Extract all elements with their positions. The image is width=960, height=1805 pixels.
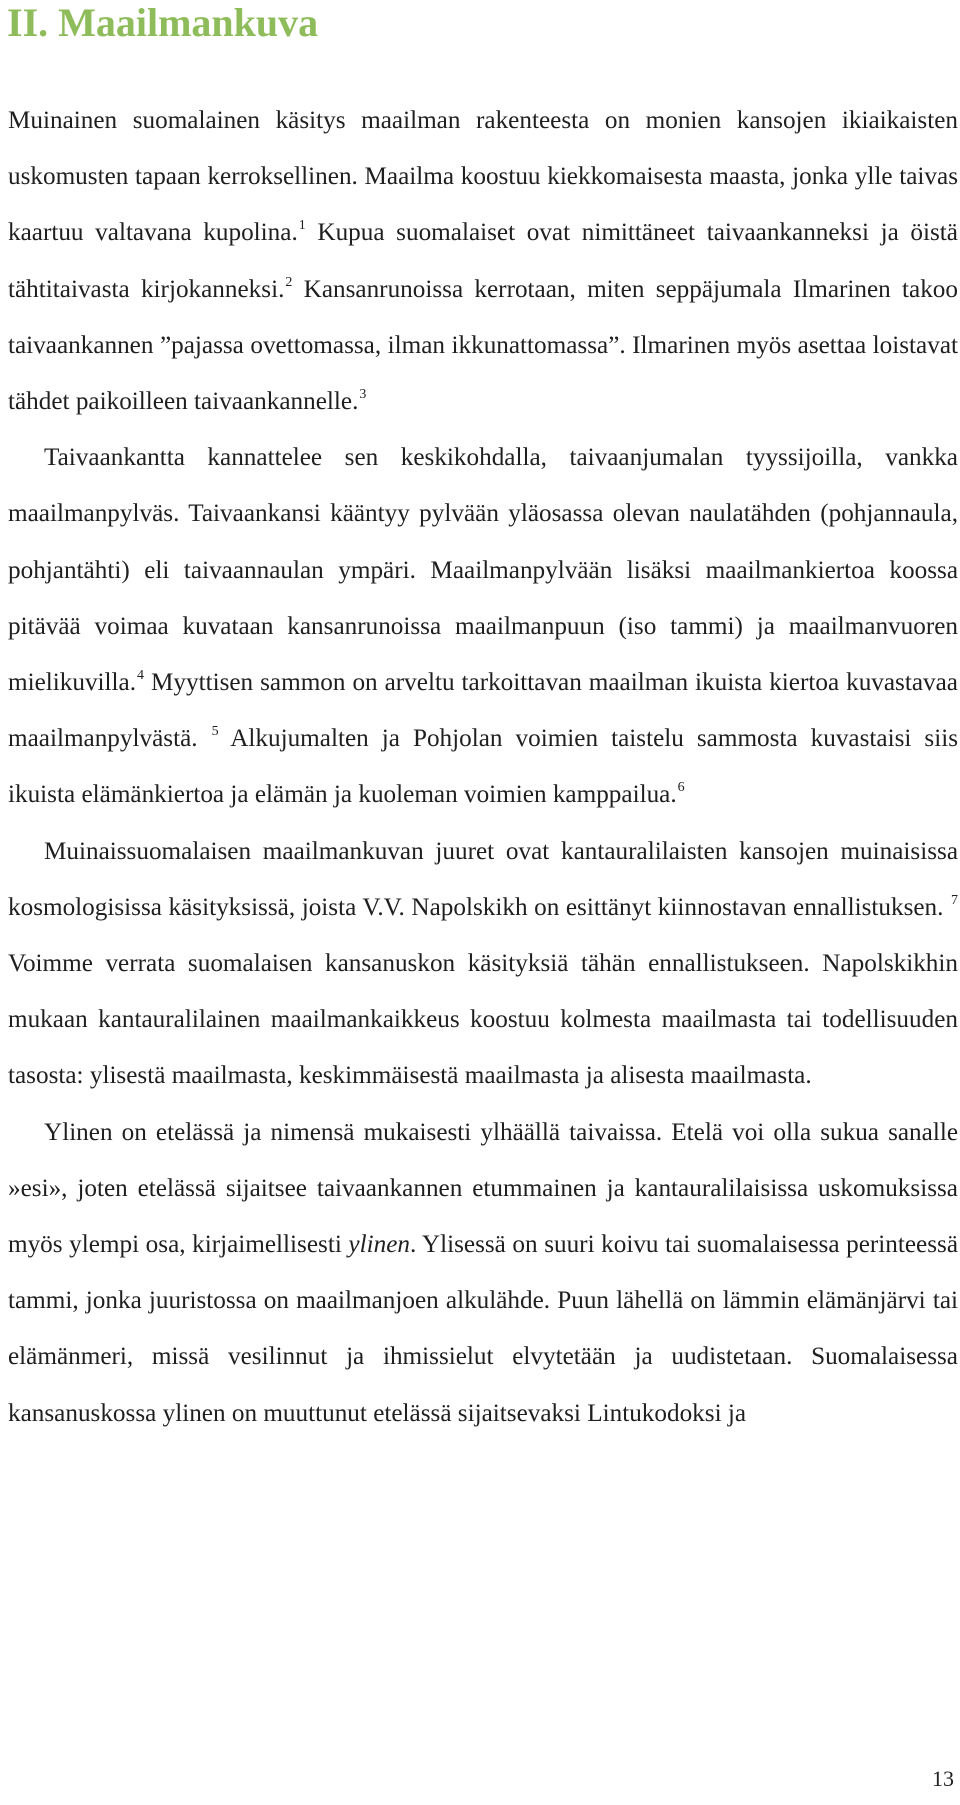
footnote-marker: 7 bbox=[951, 892, 958, 908]
footnote-marker: 6 bbox=[677, 780, 685, 796]
text-span: Myyttisen sammon on arveltu tarkoittavan maailman ikuista kiertoa kuvastavaa maailmanpylvästä. bbox=[8, 669, 958, 753]
chapter-heading: II. Maailmankuva bbox=[7, 0, 319, 45]
text-span: Ylinen on etelässä ja nimensä mukaisesti ylhäällä taivaissa. Etelä voi olla sukua sanalle »esi», joten etelässä sijaitsee taivaankannen etummainen ja kantauralilaisissa uskomuksissa myös ylempi osa, kirjaimellisesti bbox=[8, 1118, 958, 1259]
paragraph-3 bbox=[8, 824, 958, 1105]
footnote-marker: 4 bbox=[137, 668, 145, 684]
paragraph-1 bbox=[8, 93, 958, 430]
body-text bbox=[8, 93, 958, 1442]
italic-term: ylinen bbox=[348, 1231, 410, 1259]
text-span: Kupua suomalaiset ovat nimittäneet taivaankanneksi ja öistä tähtitaivasta kirjokanneksi. bbox=[8, 219, 958, 303]
page-number: 13 bbox=[932, 1766, 954, 1791]
footnote-marker: 5 bbox=[211, 724, 219, 740]
text-span: Taivaankantta kannattelee sen keskikohdalla, taivaanjumalan tyyssijoilla, vankka maailmanpylväs. Taivaankansi kääntyy pylvään yläosassa olevan naulatähden (pohjannaula, pohjantähti) eli taivaannaulan ympäri. Maailmanpylvään lisäksi maailmankiertoa koossa pitävää voimaa kuvataan kansanrunoissa maailmanpuun (iso tammi) ja maailmanvuoren mielikuvilla. bbox=[8, 444, 958, 697]
text-span: . Ylisessä on suuri koivu tai suomalaisessa perinteessä tammi, jonka juuristossa on maailmanjoen alkulähde. Puun lähellä on lämmin elämänjärvi tai elämänmeri, missä vesilinnut ja ihmissielut elvytetään ja uudistetaan. Suomalaisessa kansanuskossa ylinen on muuttunut etelässä sijaitsevaksi Lintukodoksi ja bbox=[8, 1231, 959, 1427]
footnote-marker: 3 bbox=[359, 387, 367, 403]
footnote-marker: 2 bbox=[285, 274, 293, 290]
text-span: Muinaissuomalaisen maailmankuvan juuret ovat kantauralilaisten kansojen muinaisissa kosmologisissa käsityksissä, joista V.V. Napolskikh on esittänyt kiinnostavan ennallistuksen. bbox=[8, 837, 958, 921]
text-span: Voimme verrata suomalaisen kansanuskon käsityksiä tähän ennallistukseen. Napolskikhin mukaan kantauralilainen maailmankaikkeus koostuu kolmesta maailmasta tai todellisuuden tasosta: ylisestä maailmasta, keskimmäisestä maailmasta ja alisesta maailmasta. bbox=[8, 950, 958, 1090]
text-span: Kansanrunoissa kerrotaan, miten seppäjumala Ilmarinen takoo taivaankannen ”pajassa ovettomassa, ilman ikkunattomassa”. Ilmarinen myös asettaa loistavat tähdet paikoilleen taivaankannelle. bbox=[8, 275, 958, 416]
text-span: Muinainen suomalainen käsitys maailman rakenteesta on monien kansojen ikiaikaisten uskomusten tapaan kerroksellinen. Maailma koostuu kiekkomaisesta maasta, jonka ylle taivas kaartuu valtavana kupolina. bbox=[8, 107, 958, 247]
text-span: Alkujumalten ja Pohjolan voimien taistelu sammosta kuvastaisi siis ikuista elämänkiertoa ja elämän ja kuoleman voimien kamppailua. bbox=[8, 725, 958, 809]
footnote-marker: 1 bbox=[298, 218, 306, 234]
paragraph-2 bbox=[8, 430, 958, 823]
paragraph-4 bbox=[8, 1105, 958, 1442]
